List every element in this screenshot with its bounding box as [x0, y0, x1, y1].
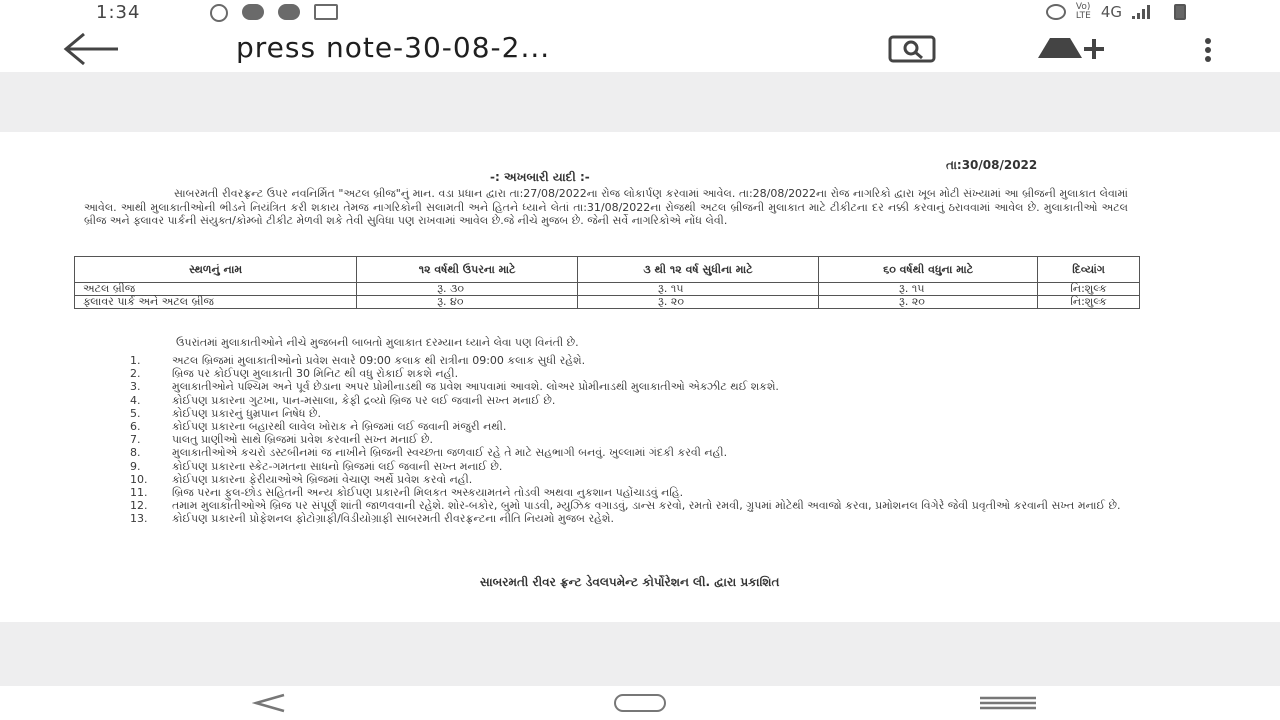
rule-text: કોઈપણ પ્રકારના સ્કેટ-ગમતના સાધનો બ્રિજમાં લઈ જવાની સખ્ત મનાઈ છે. [172, 459, 503, 473]
rule-text: કોઈપણ પ્રકારના ફેરીયાઓએ બ્રિજમાં વેચાણ અર્થે પ્રવેશ કરવો નહી. [172, 472, 473, 486]
rule-number: 8. [130, 446, 141, 460]
table-cell: નિ:શુલ્ક [1038, 296, 1140, 309]
whatsapp-icon [210, 4, 228, 22]
rule-number: 1. [130, 354, 141, 367]
rule-text: અટલ બ્રિજમાં મુલાકાતીઓનો પ્રવેશ સવારે 09:00 કલાક થી રાત્રીના 09:00 કલાક સુધી રહેશે. [172, 354, 586, 367]
document-page[interactable] [0, 132, 1280, 622]
viewer-background-bottom [0, 622, 1280, 686]
list-item [130, 473, 1128, 486]
table-cell: રૂ. ૨૦ [818, 296, 1037, 309]
list-item [130, 420, 1128, 433]
list-item [130, 407, 1128, 420]
gmail-icon [314, 4, 338, 20]
rule-number: 10. [130, 472, 148, 486]
network-type: 4G [1100, 3, 1122, 21]
table-cell: રૂ. ૧૫ [818, 283, 1037, 296]
find-in-page-icon[interactable] [888, 34, 938, 64]
table-cell: ફ્લાવર પાર્ક અને અટલ બ્રીજ [75, 296, 357, 309]
battery-icon [1174, 4, 1186, 20]
rule-text: બ્રિજ પર કોઈપણ મુલાકાતી 30 મિનિટ થી વધુ રોકાઈ શકશે નહી. [172, 367, 459, 381]
list-item [130, 367, 1128, 380]
table-row [75, 283, 1140, 296]
table-header: દિવ્યાંગ [1038, 257, 1140, 283]
rule-number: 9. [130, 459, 141, 473]
rule-number: 2. [130, 367, 141, 381]
table-cell: રૂ. ૩૦ [357, 283, 578, 296]
rule-text: કોઈપણ પ્રકારનું ધુમ્રપાન નિષેધ છે. [172, 406, 322, 420]
rule-number: 6. [130, 420, 141, 434]
list-item [130, 446, 1128, 459]
visitor-rules-list [130, 354, 1128, 526]
list-item [130, 433, 1128, 446]
list-item [130, 394, 1128, 407]
list-item [130, 460, 1128, 473]
table-header-row [75, 257, 1140, 283]
press-note-date: તા:30/08/2022 [946, 158, 1038, 172]
rule-number: 13. [130, 512, 148, 526]
nav-recents-icon[interactable] [980, 696, 1036, 710]
nav-home-icon[interactable] [614, 694, 666, 712]
back-arrow-icon[interactable] [62, 30, 120, 68]
document-toolbar [0, 26, 1280, 72]
table-cell: અટલ બ્રીજ [75, 283, 357, 296]
press-note-paragraph: સાબરમતી રીવરફ્રન્ટ ઉપર નવનિર્મિત "અટલ બ્રીજ"નું માન. વડા પ્રધાન દ્વારા તા:27/08/2022ના રોજ લોકાર્પણ કરવામાં આવેલ. તા:28/08/2022ના રોજ નાગરિકો દ્વારા ખૂબ મોટી સંખ્યામાં આ બ્રીજની મુલાકાત લેવામાં આવેલ. આથી મુલાકાતીઓની ભીડને નિયંત્રિત કરી શકાય તેમજ નાગરિકોની સલામતી અને હિતને ધ્યાને લેતાં તા:31/08/2022ના રોજથી અટલ બ્રીજની મુલાકાત માટે ટીકીટના દર નક્કી કરવાનું ઠરાવવામાં આવેલ છે. મુલાકાતીઓ અટલ બ્રીજ અને ફ્લાવર પાર્કની સંયુક્ત/કોમ્બો ટીકીટ મેળવી શકે તેવી સુવિધા પણ રાખવામાં આવેલ છે.જે નીચે મુજબ છે. જેની સર્વે નાગરિકોએ નોંધ લેવી. [84, 187, 1128, 227]
signal-icon [1132, 5, 1150, 19]
list-item [130, 380, 1128, 393]
table-row [75, 296, 1140, 309]
table-cell: રૂ. ૪૦ [357, 296, 578, 309]
table-cell: રૂ. ૧૫ [578, 283, 819, 296]
rule-text: કોઈપણ પ્રકારના બહારથી લાવેલ ખોરાક ને બ્રિજમાં લઈ જવાની મંજુરી નથી. [172, 420, 507, 434]
rule-number: 7. [130, 433, 141, 447]
rule-text: મુલાકાતીઓને પશ્ચિમ અને પૂર્વ છેડાના અપર પ્રોમીનાડથી જ પ્રવેશ આપવામાં આવશે. લોઅર પ્રોમીનાડથી મુલાકાતીઓ એક્ઝીટ થઈ શકશે. [172, 380, 779, 394]
table-cell: રૂ. ૨૦ [578, 296, 819, 309]
rule-text: પાલતુ પ્રાણીઓ સાથે બ્રિજમાં પ્રવેશ કરવાની સખ્ત મનાઈ છે. [172, 433, 434, 447]
table-header: ૧૨ વર્ષથી ઉપરના માટે [357, 257, 578, 283]
publisher-line: સાબરમતી રીવર ફ્રન્ટ ડેવલપમેન્ટ કોર્પોરેશન લી. દ્વારા પ્રકાશિત [480, 575, 780, 589]
volte-line1: Vo) [1075, 2, 1091, 12]
press-note-heading: -: અખબારી યાદી :- [490, 170, 590, 184]
more-vert-icon[interactable] [1196, 36, 1220, 64]
rule-number: 3. [130, 380, 141, 394]
system-status [1046, 3, 1186, 21]
list-item [130, 486, 1128, 499]
ticket-rate-table [74, 256, 1140, 309]
table-header: ૩ થી ૧૨ વર્ષ સુધીના માટે [578, 257, 819, 283]
rule-number: 12. [130, 499, 148, 513]
telegram-icon [242, 4, 264, 20]
rule-text: મુલાકાતીઓએ કચરો ડસ્ટબીનમાં જ નાખીને બ્રિજની સ્વચ્છતા જળવાઈ રહે તે માટે સહભાગી બનવું. ખુલ્લામાં ગંદકી કરવી નહી. [172, 446, 728, 460]
list-item [130, 499, 1128, 512]
rule-text: કોઈપણ પ્રકારના ગુટખા, પાન-મસાલા, કેફી દ્રવ્યો બ્રિજ પર લઈ જવાની સખ્ત મનાઈ છે. [172, 393, 556, 407]
drive-add-icon[interactable] [1034, 34, 1110, 64]
system-nav-bar [0, 686, 1280, 720]
table-header: ૬૦ વર્ષથી વધુના માટે [818, 257, 1037, 283]
status-time: 1:34 [96, 2, 141, 23]
list-item [130, 512, 1128, 525]
status-bar [0, 0, 1280, 26]
volte-line2: LTE [1075, 11, 1091, 21]
table-header: સ્થળનું નામ [75, 257, 357, 283]
rule-text: બ્રિજ પરના ફુલ-છોડ સહિતની અન્ય કોઈપણ પ્રકારની મિલકત અસ્કયામતને તોડવી અથવા નુકશાન પહોંચાડવું નહિ. [172, 486, 684, 500]
document-title: press note-30-08-2... [236, 31, 551, 64]
table-cell: નિ:શુલ્ક [1038, 283, 1140, 296]
rule-number: 5. [130, 406, 141, 420]
volte-indicator [1076, 3, 1091, 21]
nav-back-icon[interactable] [252, 692, 288, 714]
facebook-icon [278, 4, 300, 20]
rules-intro: ઉપરાંતમાં મુલાકાતીઓને નીચે મુજબની બાબતો મુલાકાત દરમ્યાન ધ્યાને લેવા પણ વિનંતી છે. [176, 336, 579, 349]
rule-number: 4. [130, 393, 141, 407]
rule-text: કોઈપણ પ્રકારની પ્રોફેશનલ ફોટોગ્રાફી/વિડીયોગ્રાફી સાબરમતી રીવરફ્રન્ટના નીતિ નિયમો મુજબ રહેશે. [172, 512, 614, 526]
list-item [130, 354, 1128, 367]
alarm-icon [1046, 4, 1066, 20]
viewer-background-top [0, 72, 1280, 132]
rule-text: તમામ મુલાકાતીઓએ બ્રિજ પર સંપૂર્ણ શાંતી જાળવવાની રહેશે. શોર-બકોર, બુમો પાડવી, મ્યુઝિક વગાડવું, ડાન્સ કરવો, રમતો રમવી, ગ્રુપમાં મોટેથી અવાજો કરવા, પ્રમોશનલ વિગેરે જેવી પ્રવૃતીઓ કરવાની સખ્ત મનાઈ છે. [172, 499, 1121, 513]
notification-icons [210, 4, 338, 22]
rule-number: 11. [130, 486, 148, 500]
